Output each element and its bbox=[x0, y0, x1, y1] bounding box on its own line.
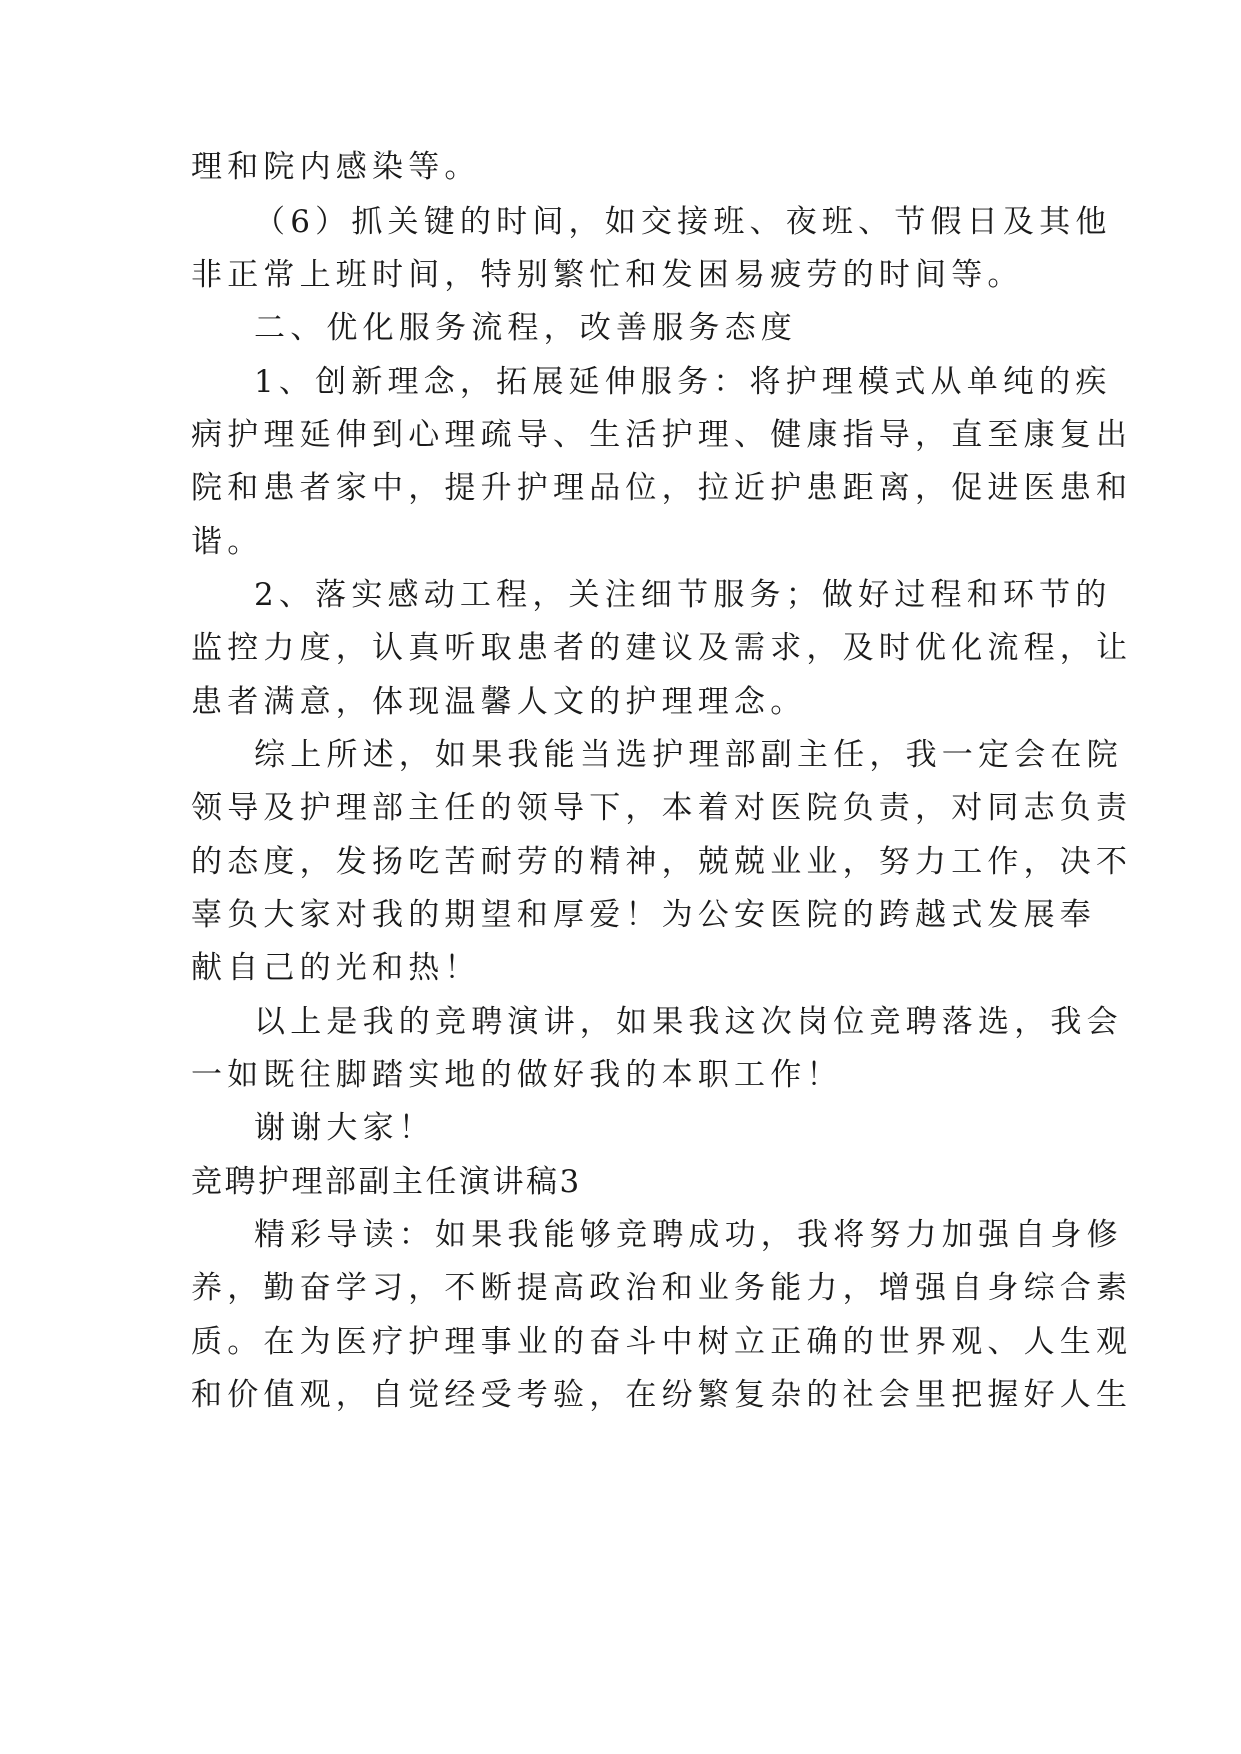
section-heading: 二、优化服务流程，改善服务态度 bbox=[254, 310, 797, 346]
paragraph-line: 患者满意，体现温馨人文的护理理念。 bbox=[191, 684, 807, 720]
paragraph-line: 理和院内感染等。 bbox=[191, 149, 481, 185]
paragraph-line: （6）抓关键的时间，如交接班、夜班、节假日及其他 bbox=[254, 204, 1112, 240]
paragraph-line: 2、落实感动工程，关注细节服务；做好过程和环节的 bbox=[254, 577, 1112, 613]
paragraph-line: 的态度，发扬吃苦耐劳的精神，兢兢业业，努力工作，决不 bbox=[191, 844, 1133, 880]
paragraph-line: 献自己的光和热！ bbox=[191, 950, 481, 986]
paragraph-line: 院和患者家中，提升护理品位，拉近护患距离，促进医患和 bbox=[191, 470, 1133, 506]
paragraph-line: 谢谢大家！ bbox=[254, 1110, 435, 1146]
paragraph-line: 质。在为医疗护理事业的奋斗中树立正确的世界观、人生观 bbox=[191, 1324, 1133, 1360]
paragraph-line: 养，勤奋学习，不断提高政治和业务能力，增强自身综合素 bbox=[191, 1270, 1133, 1306]
paragraph-line: 监控力度，认真听取患者的建议及需求，及时优化流程，让 bbox=[191, 630, 1133, 666]
paragraph-line: 和价值观，自觉经受考验，在纷繁复杂的社会里把握好人生 bbox=[191, 1377, 1133, 1413]
paragraph-line: 以上是我的竞聘演讲，如果我这次岗位竞聘落选，我会 bbox=[254, 1004, 1123, 1040]
paragraph-line: 精彩导读：如果我能够竞聘成功，我将努力加强自身修 bbox=[254, 1217, 1123, 1253]
paragraph-line: 病护理延伸到心理疏导、生活护理、健康指导，直至康复出 bbox=[191, 417, 1133, 453]
paragraph-line: 谐。 bbox=[191, 524, 264, 560]
document-title: 竞聘护理部副主任演讲稿3 bbox=[191, 1164, 582, 1200]
paragraph-line: 一如既往脚踏实地的做好我的本职工作！ bbox=[191, 1057, 843, 1093]
paragraph-line: 非正常上班时间，特别繁忙和发困易疲劳的时间等。 bbox=[191, 257, 1024, 293]
paragraph-line: 辜负大家对我的期望和厚爱！为公安医院的跨越式发展奉 bbox=[191, 897, 1096, 933]
paragraph-line: 综上所述，如果我能当选护理部副主任，我一定会在院 bbox=[254, 737, 1123, 773]
paragraph-line: 1、创新理念，拓展延伸服务：将护理模式从单纯的疾 bbox=[254, 364, 1112, 400]
paragraph-line: 领导及护理部主任的领导下，本着对医院负责，对同志负责 bbox=[191, 790, 1133, 826]
